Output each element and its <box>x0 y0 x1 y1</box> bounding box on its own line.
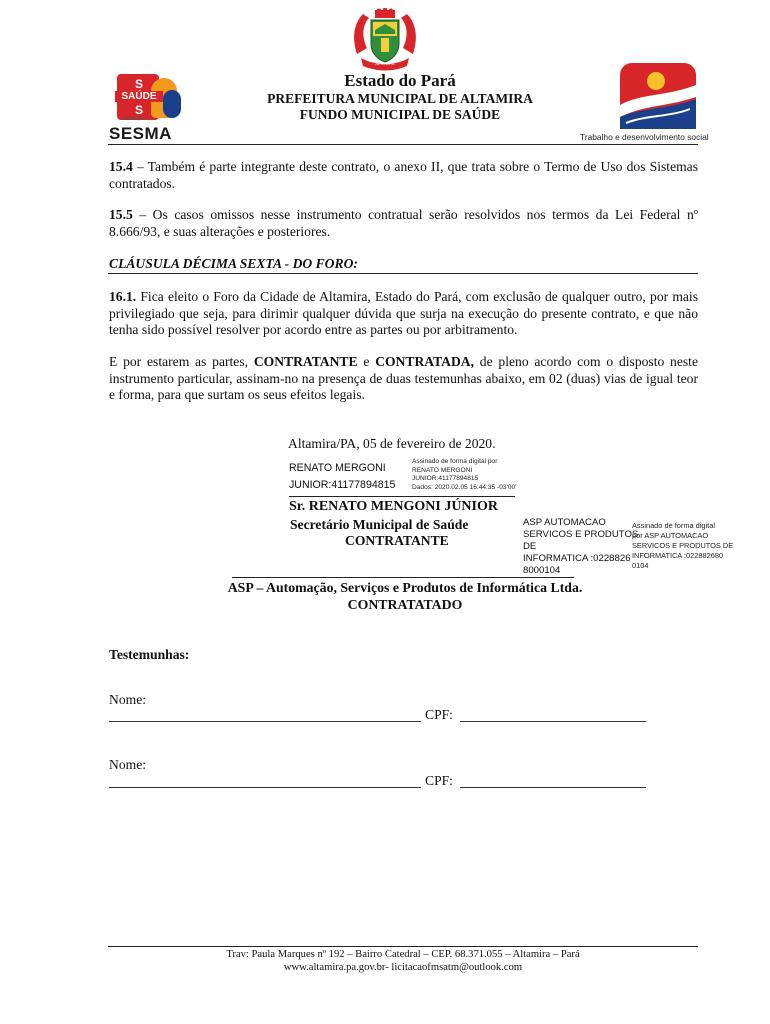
crest-banner-text: ALTAMIRA <box>375 61 395 66</box>
witnesses-title: Testemunhas: <box>109 647 190 662</box>
stamp-line: por ASP AUTOMACAO <box>632 531 709 540</box>
signature-1-role: Secretário Municipal de Saúde <box>290 517 469 532</box>
header-fund: FUNDO MUNICIPAL DE SAÚDE <box>299 107 501 122</box>
stamp-line: INFORMATICA :022882680 <box>632 551 724 560</box>
footer-contact: www.altamira.pa.gov.br- licitacaofmsatm@outlook.com <box>283 962 523 973</box>
signature-2-name <box>523 517 638 577</box>
closing-paragraph <box>109 354 698 404</box>
witness-2-cpf-line[interactable] <box>460 787 646 788</box>
clause-text: Fica eleito o Foro da Cidade de Altamira, Estado do Pará, com exclusão de qualquer outro, por mais privilegiado que seja, para dirimir qualquer dúvida que surja na execução do presente contrato, e que não tenha sido possível resolver por acordo entre as partes ou por arbitramento. <box>109 289 698 338</box>
signature-2-party: CONTRATATADO <box>347 597 463 612</box>
witness-2-nome-label: Nome: <box>109 757 146 772</box>
closing-text-2: e <box>357 354 376 369</box>
witness-1-cpf-line[interactable] <box>460 721 646 722</box>
clause-text: – Os casos omissos nesse instrumento contratual serão resolvidos nos termos da Lei Federal nº 8.666/93, e suas alterações e posteriores. <box>109 207 698 239</box>
clause-number: 16.1. <box>109 289 137 304</box>
clause-16-1 <box>109 289 698 339</box>
signature-1-line <box>289 496 515 497</box>
badge-saude-text: SAÚDE <box>115 91 163 102</box>
sesma-name: SESMA <box>109 124 172 143</box>
witness-1-name-line[interactable] <box>109 721 421 722</box>
signature-1-name <box>289 462 395 492</box>
witness-2-cpf-label: CPF: <box>425 773 453 788</box>
signature-1-digital-stamp <box>412 458 516 492</box>
signature-2-digital-stamp <box>632 521 733 571</box>
header-prefecture: PREFEITURA MUNICIPAL DE ALTAMIRA <box>267 91 533 106</box>
clause-15-4 <box>109 159 698 192</box>
signature-2-name-line: 8000104 <box>523 565 561 576</box>
stamp-line: JUNIOR:41177894815 <box>412 475 479 483</box>
witness-1-cpf-label: CPF: <box>425 707 453 722</box>
signature-2-name-line: ASP AUTOMACAO <box>523 517 606 528</box>
signature-1-name-line1: RENATO MERGONI <box>289 462 386 474</box>
sesma-subtext: Altamira <box>123 116 146 122</box>
saude-badge-blue <box>163 90 181 118</box>
signature-1-signer: Sr. RENATO MENGONI JÚNIOR <box>289 499 498 514</box>
stamp-line: Assinado de forma digital por <box>412 458 498 465</box>
signature-2-name-line: INFORMATICA :0228826 <box>523 553 631 564</box>
section-title: CLÁUSULA DÉCIMA SEXTA - DO FORO: <box>109 256 358 271</box>
badge-top-letter: S <box>134 77 143 91</box>
closing-contratante: CONTRATANTE <box>253 354 358 369</box>
stamp-line: Assinado de forma digital <box>632 521 715 530</box>
signature-2-name-line: DE <box>523 541 537 552</box>
signature-2-name-line: SERVICOS E PRODUTOS <box>523 529 639 540</box>
closing-text-3: de pleno acordo com o disposto neste instrumento particular, assinam-no na presença de duas testemunhas abaixo, em 02 (duas) vias de igual teor e forma, para que surtam os seus efeitos legais. <box>109 354 698 403</box>
clause-number: 15.4 <box>109 159 133 174</box>
header-rule <box>108 144 698 145</box>
footer-rule <box>108 946 698 947</box>
social-development-logo <box>620 63 696 129</box>
clause-number: 15.5 <box>109 207 133 222</box>
closing-contratada: CONTRATADA, <box>375 354 474 369</box>
signature-2-company: ASP – Automação, Serviços e Produtos de Informática Ltda. <box>227 580 583 595</box>
clause-15-5 <box>109 207 698 240</box>
stamp-line: SERVICOS E PRODUTOS DE <box>632 541 734 550</box>
date-place: Altamira/PA, 05 de fevereiro de 2020. <box>288 436 496 451</box>
section-title-rule <box>108 273 698 274</box>
header-tagline: Trabalho e desenvolvimento social <box>580 132 709 142</box>
witness-1-nome-label: Nome: <box>109 692 146 707</box>
signature-1-party: CONTRATANTE <box>345 533 449 548</box>
stamp-line: 0104 <box>632 561 649 570</box>
witness-2-name-line[interactable] <box>109 787 421 788</box>
municipal-crest-logo <box>345 8 425 72</box>
closing-text-1: E por estarem as partes, <box>109 354 254 369</box>
stamp-line: RENATO MERGONI <box>412 466 473 474</box>
signature-2-line <box>232 577 574 578</box>
clause-text: – Também é parte integrante deste contrato, o anexo II, que trata sobre o Termo de Uso dos Sistemas contratados. <box>109 159 698 191</box>
header-state: Estado do Pará <box>344 71 456 90</box>
signature-1-name-line2: JUNIOR:41177894815 <box>289 479 396 492</box>
stamp-line: Dados: 2020.02.05 16:44:35 -03'00' <box>412 483 517 491</box>
footer-address: Trav: Paula Marques nº 192 – Bairro Catedral – CEP. 68.371.055 – Altamira – Pará <box>226 949 580 960</box>
sesma-logo <box>107 72 193 144</box>
badge-bottom-letter: S <box>134 103 143 117</box>
